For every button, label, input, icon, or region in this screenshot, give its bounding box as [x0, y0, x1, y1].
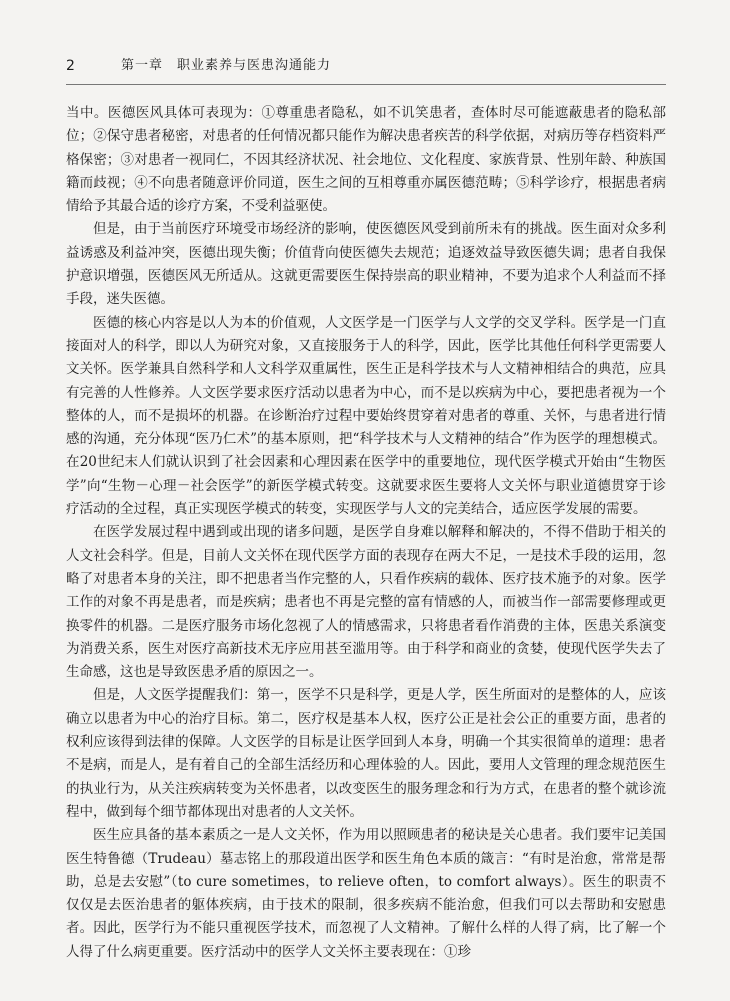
paragraph-6: 医生应具备的基本素质之一是人文关怀，作为用以照顾患者的秘诀是关心患者。我们要牢记美国医生特鲁德（Trudeau）墓志铭上的那段道出医学和医生角色本质的箴言：“有时是治愈，常常是帮助，总是去安慰”（to cure sometimes，to relieve often，to comfort always）。医生的职责不仅仅是去医治患者的躯体疾病，由于技术的限制，很多疾病不能治愈，但我们可以去帮助和安慰患者。因此，医学行为不能只重视医学技术，而忽视了人文精神。了解什么样的人得了病，比了解一个人得了什么病更重要。医疗活动中的医学人文关怀主要表现在：①珍 [66, 827, 666, 960]
chapter-title: 第一章 职业素养与医患沟通能力 [121, 58, 332, 73]
paragraph-4: 在医学发展过程中遇到或出现的诸多问题，是医学自身难以解释和解决的，不得不借助于相关的人文社会科学。但是，目前人文关怀在现代医学方面的表现存在两大不足，一是技术手段的运用，忽略了对患者本身的关注，即不把患者当作完整的人，只看作疾病的载体、医疗技术施予的对象。医学工作的对象不再是患者，而是疾病；患者也不再是完整的富有情感的人，而被当作一部需要修理或更换零件的机器。二是医疗服务市场化忽视了人的情感需求，只将患者看作消费的主体，医患关系演变为消费关系，医生对医疗高新技术无序应用甚至滥用等。由于科学和商业的贪婪，使现代医学失去了生命感，这也是导致医患矛盾的原因之一。 [66, 524, 666, 681]
paragraph-3: 医德的核心内容是以人为本的价值观，人文医学是一门医学与人文学的交叉学科。医学是一门直接面对人的科学，即以人为研究对象，又直接服务于人的科学，因此，医学比其他任何科学更需要人文关怀。医学兼具自然科学和人文科学双重属性，医生正是科学技术与人文精神相结合的典范，应具有完善的人性修养。人文医学要求医疗活动以患者为中心，而不是以疾病为中心，要把患者视为一个整体的人，而不是损坏的机器。在诊断治疗过程中要始终贯穿着对患者的尊重、关怀，与患者进行情感的沟通，充分体现“医乃仁术”的基本原则，把“科学技术与人文精神的结合”作为医学的理想模式。在20世纪末人们就认识到了社会因素和心理因素在医学中的重要地位，现代医学模式开始由“生物医学”向“生物－心理－社会医学”的新医学模式转变。这就要求医生要将人文关怀与职业道德贯穿于诊疗活动的全过程，真正实现医学模式的转变，实现医学与人文的完美结合，适应医学发展的需要。 [66, 314, 666, 518]
paragraph-5: 但是，人文医学提醒我们：第一，医学不只是科学，更是人学，医生所面对的是整体的人，应该确立以患者为中心的治疗目标。第二，医疗权是基本人权，医疗公正是社会公正的重要方面，患者的权利应该得到法律的保障。人文医学的目标是让医学回到人本身，明确一个其实很简单的道理：患者不是病，而是人，是有着自己的全部生活经历和心理体验的人。因此，要用人文管理的理念规范医生的执业行为，从关注疾病转变为关怀患者，以改变医生的服务理念和行为方式，在患者的整个就诊流程中，做到每个细节都体现出对患者的人文关怀。 [66, 687, 666, 820]
page-header [0, 56, 730, 86]
paragraph-2: 但是，由于当前医疗环境受市场经济的影响，使医德医风受到前所未有的挑战。医生面对众多利益诱惑及利益冲突，医德出现失衡；价值背向使医德失去规范；追逐效益导致医德失调；患者自我保护意识增强，医德医风无所适从。这就更需要医生保持崇高的职业精神，不要为追求个人利益而不择手段，迷失医德。 [66, 221, 666, 308]
body-text [66, 102, 666, 964]
paragraph-1: 当中。医德医风具体可表现为：①尊重患者隐私，如不讥笑患者，查体时尽可能遮蔽患者的隐私部位；②保守患者秘密，对患者的任何情况都只能作为解决患者疾苦的科学依据，对病历等存档资料严格保密；③对患者一视同仁，不因其经济状况、社会地位、文化程度、家族背景、性别年龄、种族国籍而歧视；④不向患者随意评价同道，医生之间的互相尊重亦属医德范畴；⑤科学诊疗，根据患者病情给予其最合适的诊疗方案，不受利益驱使。 [66, 105, 666, 215]
page-number: 2 [66, 58, 75, 74]
header-rule [66, 84, 666, 85]
